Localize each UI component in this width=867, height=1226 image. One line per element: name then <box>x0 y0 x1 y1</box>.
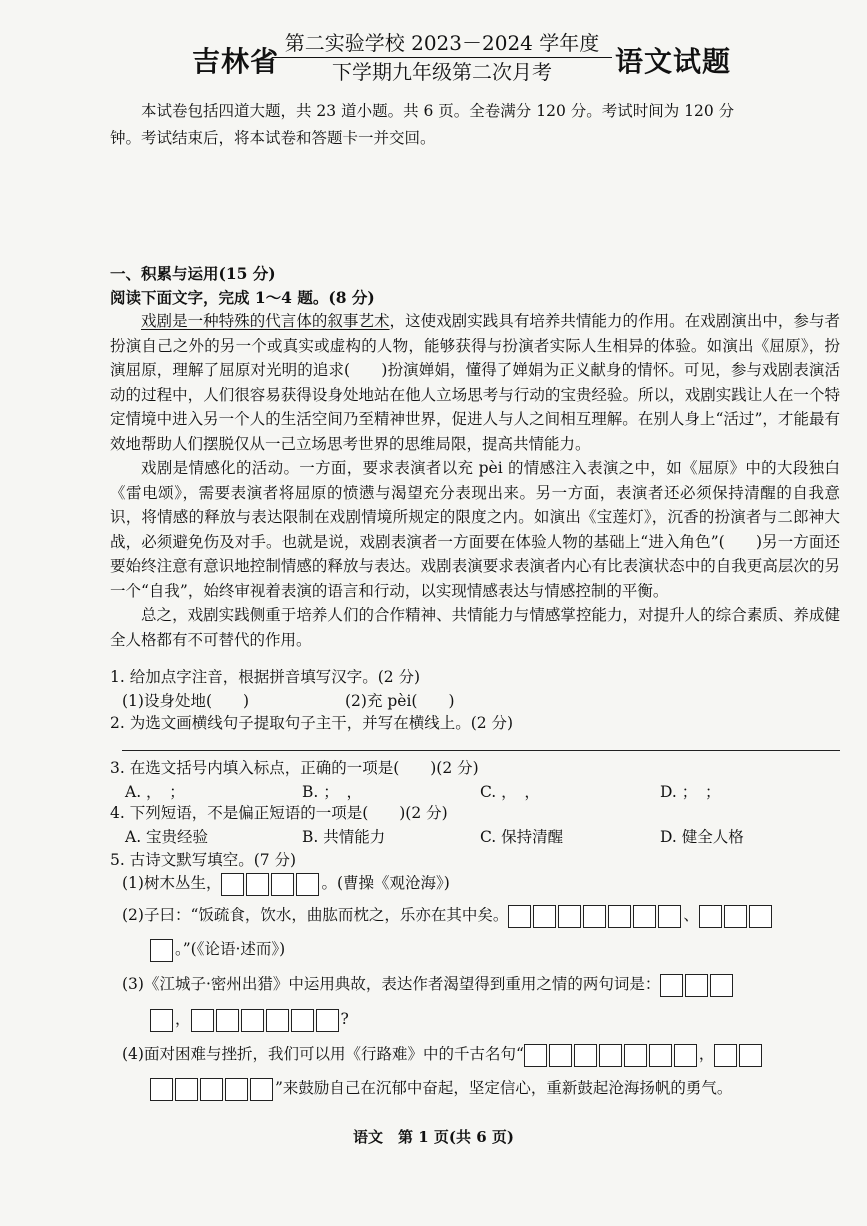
answer-box[interactable] <box>221 873 244 896</box>
intro-line1: 本试卷包括四道大题，共 23 道小题。共 6 页。全卷满分 120 分。考试时间为 120 分 <box>141 102 735 120</box>
answer-box[interactable] <box>316 1009 339 1032</box>
answer-box[interactable] <box>200 1078 223 1101</box>
answer-box[interactable] <box>271 873 294 896</box>
header-school-block <box>272 30 612 86</box>
answer-box[interactable] <box>624 1044 647 1067</box>
answer-box[interactable] <box>685 974 708 997</box>
answer-box[interactable] <box>599 1044 622 1067</box>
answer-box[interactable] <box>150 1009 173 1032</box>
question-4-option-b[interactable]: B. 共情能力 <box>302 828 386 846</box>
answer-box[interactable] <box>658 905 681 928</box>
underlined-sentence: 戏剧是一种特殊的代言体的叙事艺术 <box>141 312 390 330</box>
item-2-prompt: (2)子曰：“饭疏食，饮水，曲肱而枕之，乐亦在其中矣。 <box>122 906 509 924</box>
question-5-item-4-cont <box>150 1074 732 1102</box>
answer-box[interactable] <box>574 1044 597 1067</box>
item-3-prompt: (3)《江城子·密州出猎》中运用典故，表达作者渴望得到重用之情的两句词是： <box>122 975 661 993</box>
header-line1: 第二实验学校 2023－2024 学年度 <box>272 30 612 58</box>
blank-area <box>110 160 840 255</box>
question-4-option-d[interactable]: D. 健全人格 <box>660 828 744 846</box>
answer-box[interactable] <box>714 1044 737 1067</box>
item-4-separator: ， <box>698 1045 715 1063</box>
answer-box[interactable] <box>724 905 747 928</box>
question-1-part-b: (2)充 pèi( ) <box>345 692 455 710</box>
intro-line2: 钟。考试结束后，将本试卷和答题卡一并交回。 <box>110 129 436 147</box>
question-4-option-c[interactable]: C. 保持清醒 <box>480 828 564 846</box>
answer-box[interactable] <box>266 1009 289 1032</box>
item-1-prompt: (1)树木丛生， <box>122 874 222 892</box>
question-4-option-a[interactable]: A. 宝贵经验 <box>125 828 209 846</box>
answer-box[interactable] <box>558 905 581 928</box>
question-5-stem: 5. 古诗文默写填空。(7 分) <box>110 851 297 869</box>
question-2-stem: 2. 为选文画横线句子提取句子主干，并写在横线上。(2 分) <box>110 714 514 732</box>
answer-box[interactable] <box>583 905 606 928</box>
answer-box[interactable] <box>508 905 531 928</box>
question-5-item-2-cont <box>150 935 285 963</box>
question-1-part-a: (1)设身处地( ) <box>122 692 250 710</box>
item-2-separator: 、 <box>683 906 699 924</box>
item-4-end: ”来鼓励自己在沉郁中奋起，坚定信心，重新鼓起沧海扬帆的勇气。 <box>275 1079 733 1097</box>
reading-passage <box>110 309 840 652</box>
question-1-stem: 1. 给加点字注音，根据拼音填写汉字。(2 分) <box>110 668 421 686</box>
header-line2: 下学期九年级第二次月考 <box>332 60 552 84</box>
passage-paragraph-3: 总之，戏剧实践侧重于培养人们的合作精神、共情能力与情感掌控能力，对提升人的综合素质、养成健全人格都有不可替代的作用。 <box>110 606 840 649</box>
question-3-option-b[interactable]: B. ； ， <box>302 783 362 801</box>
answer-box[interactable] <box>241 1009 264 1032</box>
answer-box[interactable] <box>216 1009 239 1032</box>
answer-box[interactable] <box>533 905 556 928</box>
header-province: 吉林省 <box>192 45 280 78</box>
question-3-option-a[interactable]: A. ， ； <box>125 783 185 801</box>
answer-box[interactable] <box>291 1009 314 1032</box>
answer-box[interactable] <box>191 1009 214 1032</box>
item-2-source: 。”(《论语·述而》) <box>175 940 286 958</box>
header-subject: 语文试题 <box>615 45 732 78</box>
section1-instruction: 阅读下面文字，完成 1～4 题。(8 分) <box>110 288 375 307</box>
exam-intro <box>110 98 840 152</box>
answer-box[interactable] <box>739 1044 762 1067</box>
answer-box[interactable] <box>608 905 631 928</box>
passage-paragraph-1 <box>110 309 840 456</box>
item-1-source: 。(曹操《观沧海》) <box>321 874 450 892</box>
question-3-stem: 3. 在选文括号内填入标点，正确的一项是( )(2 分) <box>110 759 479 777</box>
question-5-item-4 <box>122 1040 764 1068</box>
page-footer: 语文 第 1 页(共 6 页) <box>353 1128 514 1146</box>
answer-box[interactable] <box>225 1078 248 1101</box>
question-2-answer-line[interactable] <box>122 750 840 751</box>
answer-box[interactable] <box>250 1078 273 1101</box>
answer-box[interactable] <box>660 974 683 997</box>
answer-box[interactable] <box>296 873 319 896</box>
answer-box[interactable] <box>699 905 722 928</box>
item-4-prompt: (4)面对困难与挫折，我们可以用《行路难》中的千古名句“ <box>122 1045 524 1063</box>
answer-box[interactable] <box>749 905 772 928</box>
answer-box[interactable] <box>524 1044 547 1067</box>
answer-box[interactable] <box>549 1044 572 1067</box>
item-3-separator: ， <box>175 1010 191 1028</box>
question-4-stem: 4. 下列短语，不是偏正短语的一项是( )(2 分) <box>110 804 448 822</box>
section1-title: 一、积累与运用(15 分) <box>110 264 276 283</box>
question-3-option-c[interactable]: C. ， ， <box>480 783 540 801</box>
item-3-end: ? <box>340 1010 349 1028</box>
answer-box[interactable] <box>633 905 656 928</box>
question-5-item-3-cont <box>150 1005 349 1033</box>
question-5-item-1 <box>122 869 450 897</box>
passage-paragraph-2: 戏剧是情感化的活动。一方面，要求表演者以充 pèi 的情感注入表演之中，如《屈原》中的大段独白《雷电颂》，需要表演者将屈原的愤懑与渴望充分表现出来。另一方面，表演者还必须保持清醒的自我意识，将情感的释放与表达限制在戏剧情境所规定的限度之内。如演出《宝莲灯》，沉香的扮演者与二郎神大战，必须避免伤及对手。也就是说，戏剧表演者一方面要在体验人物的基础上“进入角色”( )另一方面还要始终注意有意识地控制情感的释放与表达。戏剧表演要求表演者内心有比表演状态中的自我更高层次的另一个“自我”，始终审视着表演的语言和行动，以实现情感表达与情感控制的平衡。 <box>110 459 840 600</box>
answer-box[interactable] <box>150 939 173 962</box>
answer-box[interactable] <box>246 873 269 896</box>
answer-box[interactable] <box>674 1044 697 1067</box>
answer-box[interactable] <box>175 1078 198 1101</box>
question-5-item-3 <box>122 970 735 998</box>
answer-box[interactable] <box>649 1044 672 1067</box>
answer-box[interactable] <box>150 1078 173 1101</box>
exam-header <box>0 30 867 90</box>
question-5-item-2 <box>122 901 774 929</box>
answer-box[interactable] <box>710 974 733 997</box>
paragraph-1-text: ，这使戏剧实践具有培养共情能力的作用。在戏剧演出中，参与者扮演自己之外的另一个或真实或虚构的人物，能够获得与扮演者实际人生相异的体验。如演出《屈原》，扮演屈原，理解了屈原对光明的追求( )扮演婵娟，懂得了婵娟为正义献身的情怀。可见，参与戏剧表演活动的过程中，人们很容易获得设身处地站在他人立场思考与行动的宝贵经验。所以，戏剧实践让人在一个特定情境中进入另一个人的生活空间乃至精神世界，促进人与人之间相互理解。在别人身上“活过”，才能最有效地帮助人们摆脱仅从一己立场思考世界的思维局限，提高共情能力。 <box>110 312 840 453</box>
question-3-option-d[interactable]: D. ； ； <box>660 783 721 801</box>
